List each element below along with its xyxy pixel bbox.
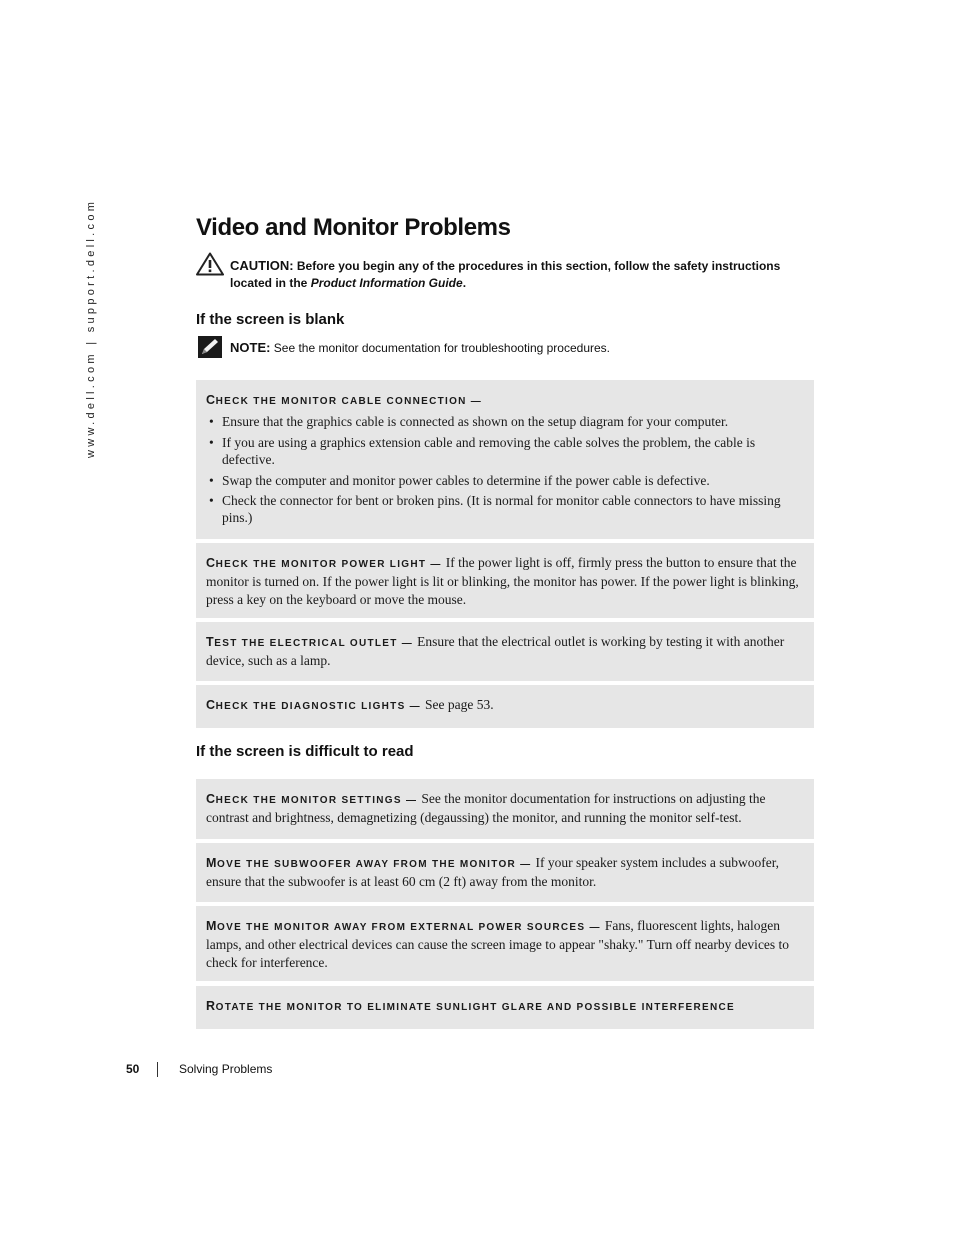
tip-box-rotate-monitor [196, 986, 814, 1029]
tip-heading-dash: — [401, 795, 422, 806]
tip-heading-initial: M [206, 856, 218, 870]
tip-heading-dash: — [585, 922, 605, 933]
page-number: 50 [126, 1062, 140, 1076]
tip-box-power-light [196, 543, 814, 618]
tip-box-power-sources [196, 906, 814, 981]
list-item: • Ensure that the graphics cable is connected as shown on the setup diagram for your computer. [206, 413, 804, 430]
note-body: See the monitor documentation for troubleshooting procedures. [270, 341, 610, 355]
caution-guide-title: Product Information Guide [310, 276, 463, 290]
heading-screen-blank: If the screen is blank [196, 311, 345, 328]
caution-notice [196, 252, 814, 292]
list-item: • If you are using a graphics extension cable and removing the cable solves the problem, the cable is defective. [206, 434, 804, 469]
tip-heading [206, 792, 422, 806]
tip-box-monitor-settings [196, 779, 814, 839]
tip-heading-rest: OTATE THE MONITOR TO ELIMINATE SUNLIGHT GLARE AND POSSIBLE INTERFERENCE [215, 1002, 735, 1013]
side-url: www.dell.com | support.dell.com [85, 198, 97, 458]
caution-text [230, 252, 814, 292]
bullet-list [206, 413, 804, 526]
tip-box-cable-connection [196, 380, 814, 539]
tip-box-electrical-outlet [196, 622, 814, 681]
tip-heading [206, 999, 735, 1013]
tip-box-diagnostic-lights [196, 685, 814, 728]
tip-heading-dash: — [466, 396, 483, 407]
tip-heading-initial: C [206, 393, 216, 407]
tip-heading [206, 856, 536, 870]
note-label: NOTE: [230, 340, 271, 355]
tip-heading [206, 556, 446, 570]
tip-heading-dash: — [405, 701, 426, 712]
tip-text: Ensure that the electrical outlet is working by testing it with another device, such as a lamp. [206, 634, 785, 669]
tip-heading-dash: — [516, 859, 536, 870]
note-notice [196, 336, 814, 355]
tip-heading-initial: T [206, 635, 215, 649]
tip-text: See page 53. [425, 697, 494, 712]
tip-heading [206, 393, 483, 407]
tip-heading-initial: C [206, 792, 216, 806]
warning-triangle-icon [196, 252, 224, 276]
caution-body: Before you begin any of the procedures in this section, follow the safety instructions located in the [230, 259, 781, 290]
tip-heading [206, 919, 605, 933]
tip-heading-rest: HECK THE MONITOR POWER LIGHT [215, 559, 427, 570]
tip-heading-initial: R [206, 999, 216, 1013]
tip-heading-rest: EST THE ELECTRICAL OUTLET [214, 638, 398, 649]
tip-heading-initial: C [206, 556, 216, 570]
tip-heading-dash: — [397, 638, 418, 649]
tip-text: Fans, fluorescent lights, halogen lamps, and other electrical devices can cause the screen image to appear "shaky." Turn off nearby devices to check for interference. [206, 918, 790, 970]
note-text [230, 336, 814, 355]
caution-label: CAUTION: [230, 258, 294, 273]
note-pencil-icon [198, 336, 222, 358]
caution-end: . [462, 276, 467, 290]
tip-heading-rest: HECK THE MONITOR SETTINGS [215, 795, 402, 806]
tip-heading-initial: M [206, 919, 218, 933]
list-item: • Swap the computer and monitor power cables to determine if the power cable is defective. [206, 472, 804, 489]
heading-screen-difficult: If the screen is difficult to read [196, 743, 414, 760]
tip-heading-rest: OVE THE MONITOR AWAY FROM EXTERNAL POWER SOURCES [217, 922, 586, 933]
tip-heading-rest: HECK THE MONITOR CABLE CONNECTION [215, 396, 467, 407]
tip-heading [206, 698, 426, 712]
tip-heading-rest: OVE THE SUBWOOFER AWAY FROM THE MONITOR [217, 859, 517, 870]
list-item: • Check the connector for bent or broken pins. (It is normal for monitor cable connectors to have missing pins.) [206, 492, 804, 527]
page-title: Video and Monitor Problems [196, 214, 511, 241]
tip-text: If the power light is off, firmly press the button to ensure that the monitor is turned on. If the power light is lit or blinking, the monitor has power. If the power light is blinking, press a key on the keyboard or move the mouse. [206, 555, 799, 607]
tip-box-subwoofer [196, 843, 814, 902]
tip-text: See the monitor documentation for instructions on adjusting the contrast and brightness, demagnetizing (degaussing) the monitor, and running the monitor self-test. [206, 791, 766, 826]
tip-heading-initial: C [206, 698, 216, 712]
footer-divider [157, 1062, 158, 1077]
tip-heading-rest: HECK THE DIAGNOSTIC LIGHTS [215, 701, 406, 712]
tip-text: If your speaker system includes a subwoofer, ensure that the subwoofer is at least 60 cm (2 ft) away from the monitor. [206, 855, 780, 890]
footer-section-title: Solving Problems [179, 1062, 273, 1076]
tip-heading-dash: — [426, 559, 446, 570]
tip-heading [206, 635, 418, 649]
